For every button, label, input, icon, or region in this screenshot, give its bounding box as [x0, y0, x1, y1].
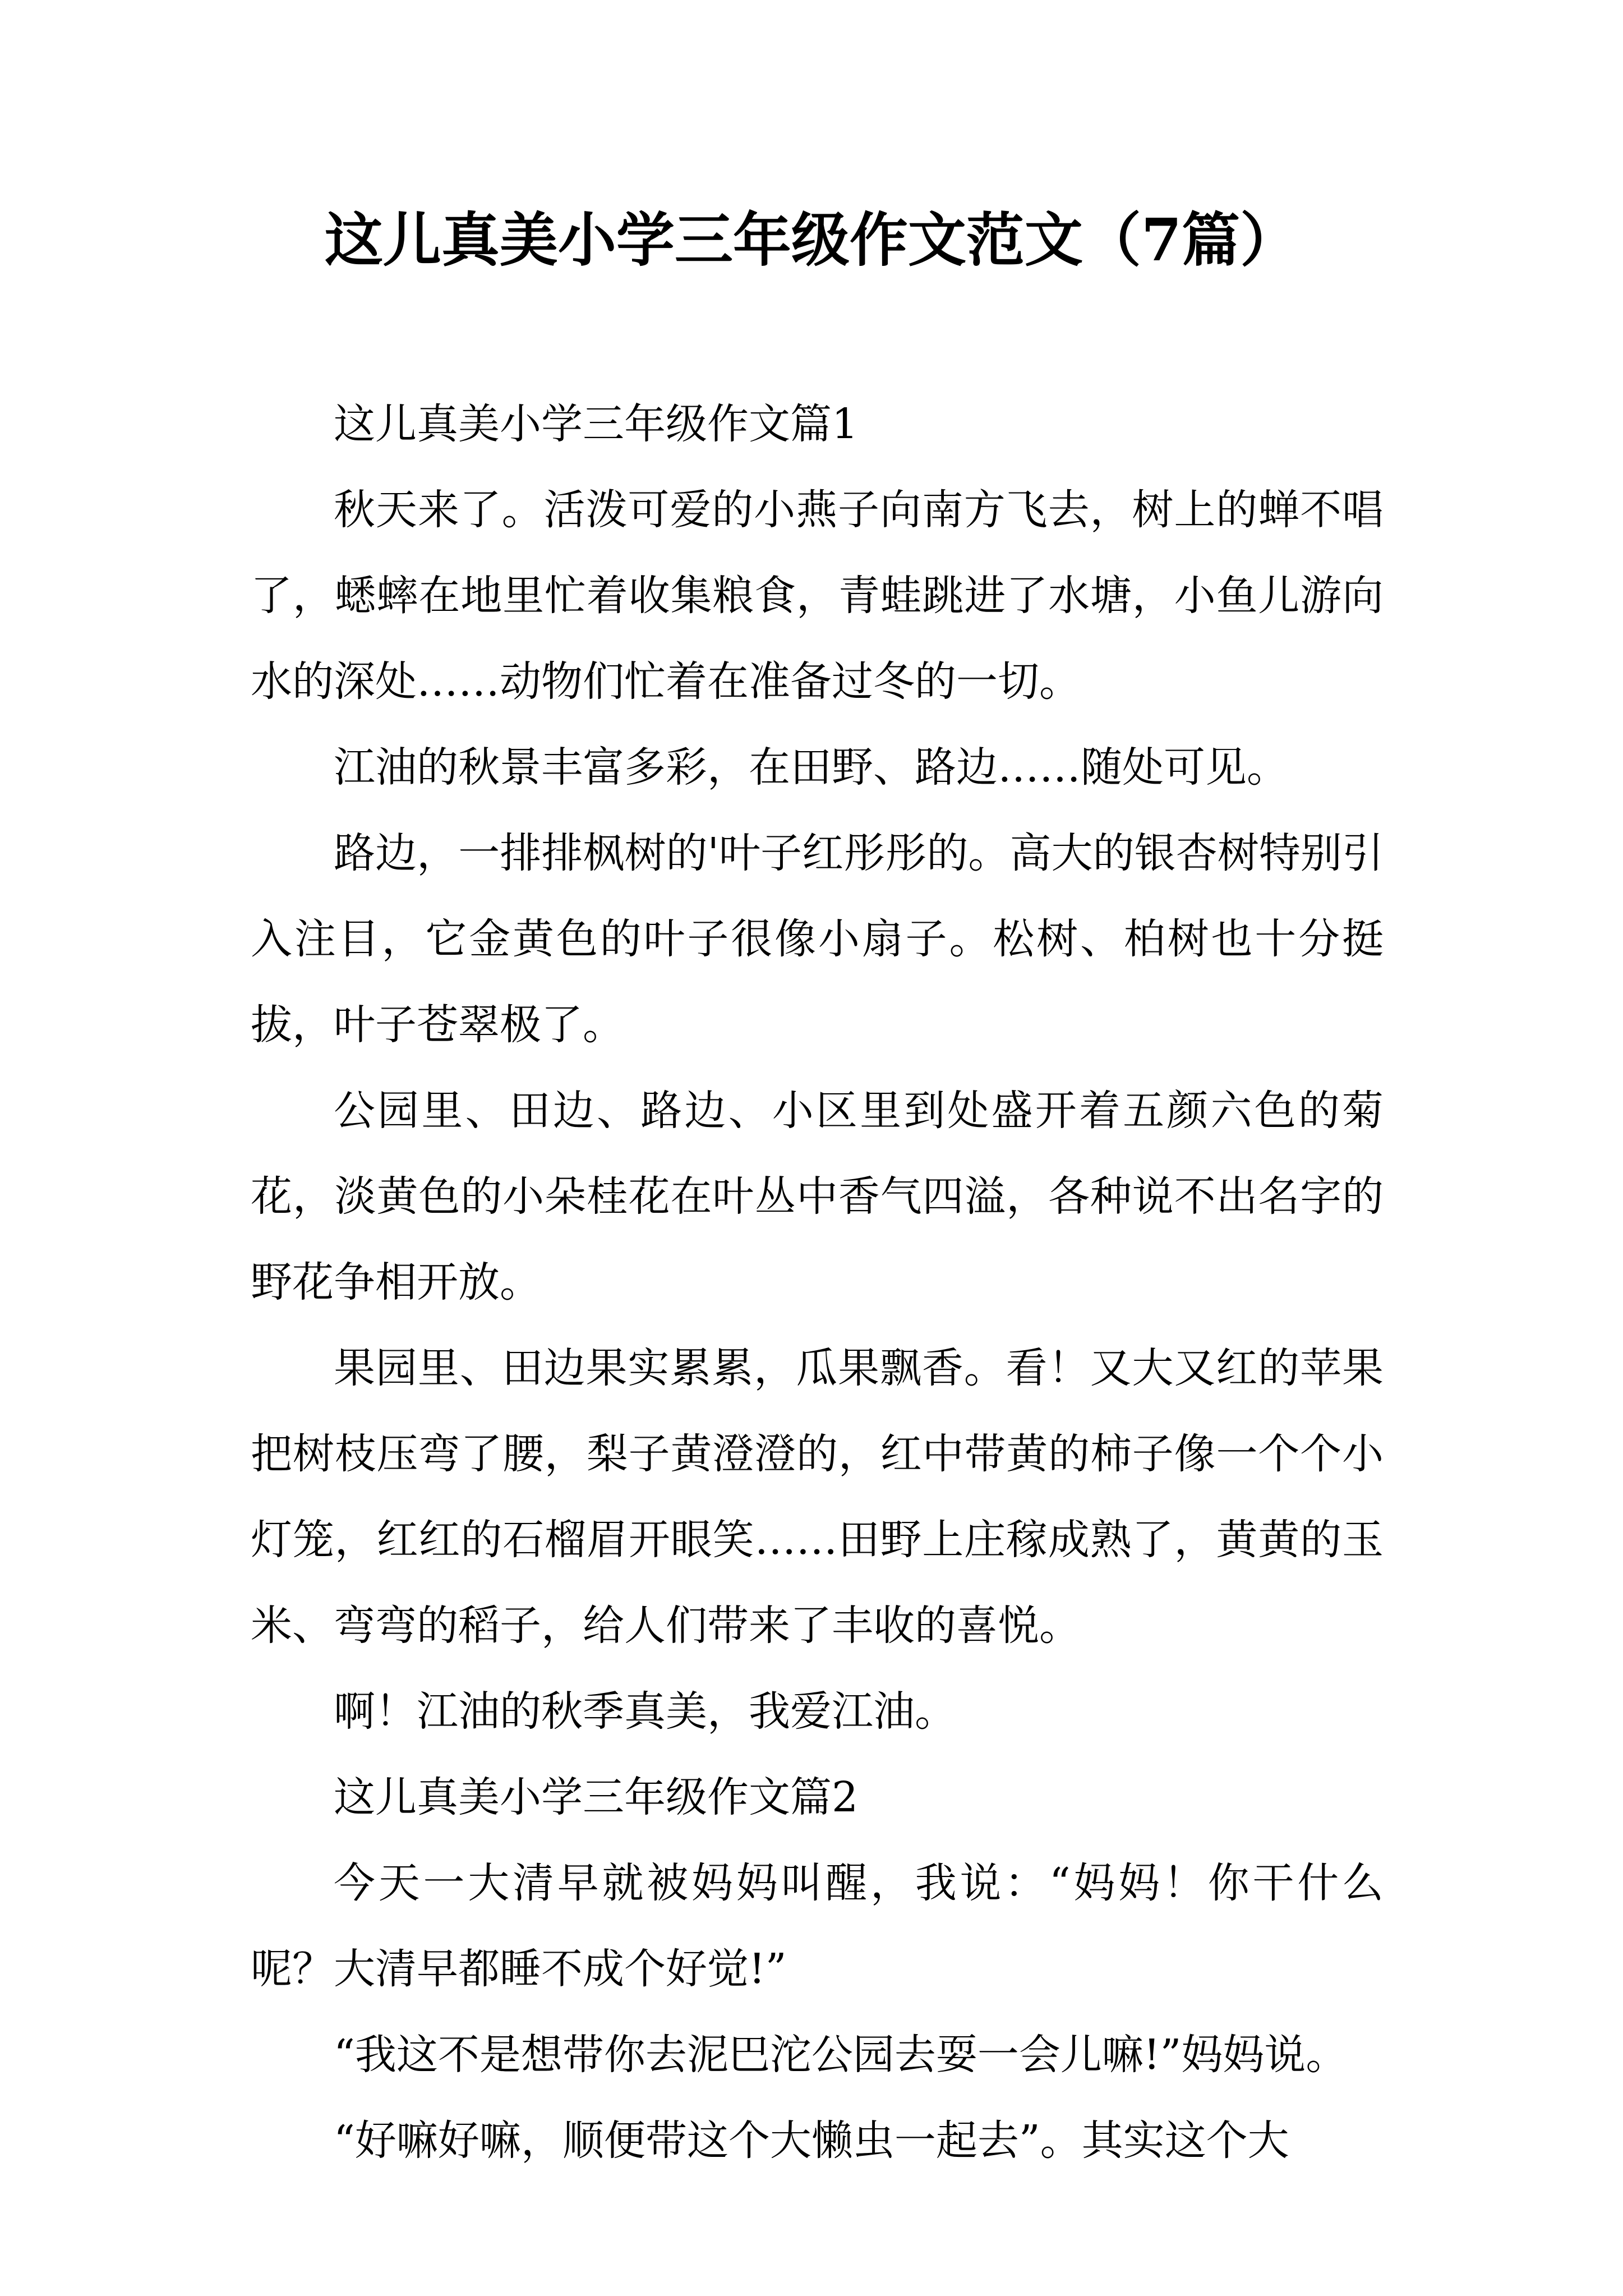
document-body [251, 381, 1384, 2184]
paragraph: 路边，一排排枫树的'叶子红彤彤的。高大的银杏树特别引入注目，它金黄色的叶子很像小扇子。松树、柏树也十分挺拔，叶子苍翠极了。 [251, 829, 1384, 1049]
section-heading-1: 这儿真美小学三年级作文篇1 [334, 400, 859, 448]
paragraph: 公园里、田边、路边、小区里到处盛开着五颜六色的菊花，淡黄色的小朵桂花在叶丛中香气四溢，各种说不出名字的野花争相开放。 [251, 1087, 1384, 1306]
section-heading-2: 这儿真美小学三年级作文篇2 [334, 1773, 859, 1821]
paragraph: “我这不是想带你去泥巴沱公园去耍一会儿嘛!”妈妈说。 [334, 2031, 1348, 2079]
paragraph: 秋天来了。活泼可爱的小燕子向南方飞去，树上的蝉不唱了，蟋蟀在地里忙着收集粮食，青蛙跳进了水塘，小鱼儿游向水的深处……动物们忙着在准备过冬的一切。 [251, 486, 1384, 706]
paragraph: “好嘛好嘛，顺便带这个大懒虫一起去”。其实这个大 [334, 2116, 1289, 2165]
document-title: 这儿真美小学三年级作文范文（7篇） [324, 205, 1299, 274]
paragraph: 今天一大清早就被妈妈叫醒，我说：“妈妈！你干什么呢？大清早都睡不成个好觉!” [251, 1859, 1384, 1993]
paragraph: 江油的秋景丰富多彩，在田野、路边……随处可见。 [334, 743, 1288, 792]
paragraph: 啊！江油的秋季真美，我爱江油。 [334, 1687, 956, 1736]
paragraph: 果园里、田边果实累累，瓜果飘香。看！又大又红的苹果把树枝压弯了腰，梨子黄澄澄的，红中带黄的柿子像一个个小灯笼，红红的石榴眉开眼笑……田野上庄稼成熟了，黄黄的玉米、弯弯的稻子，给人们带来了丰收的喜悦。 [251, 1344, 1384, 1650]
